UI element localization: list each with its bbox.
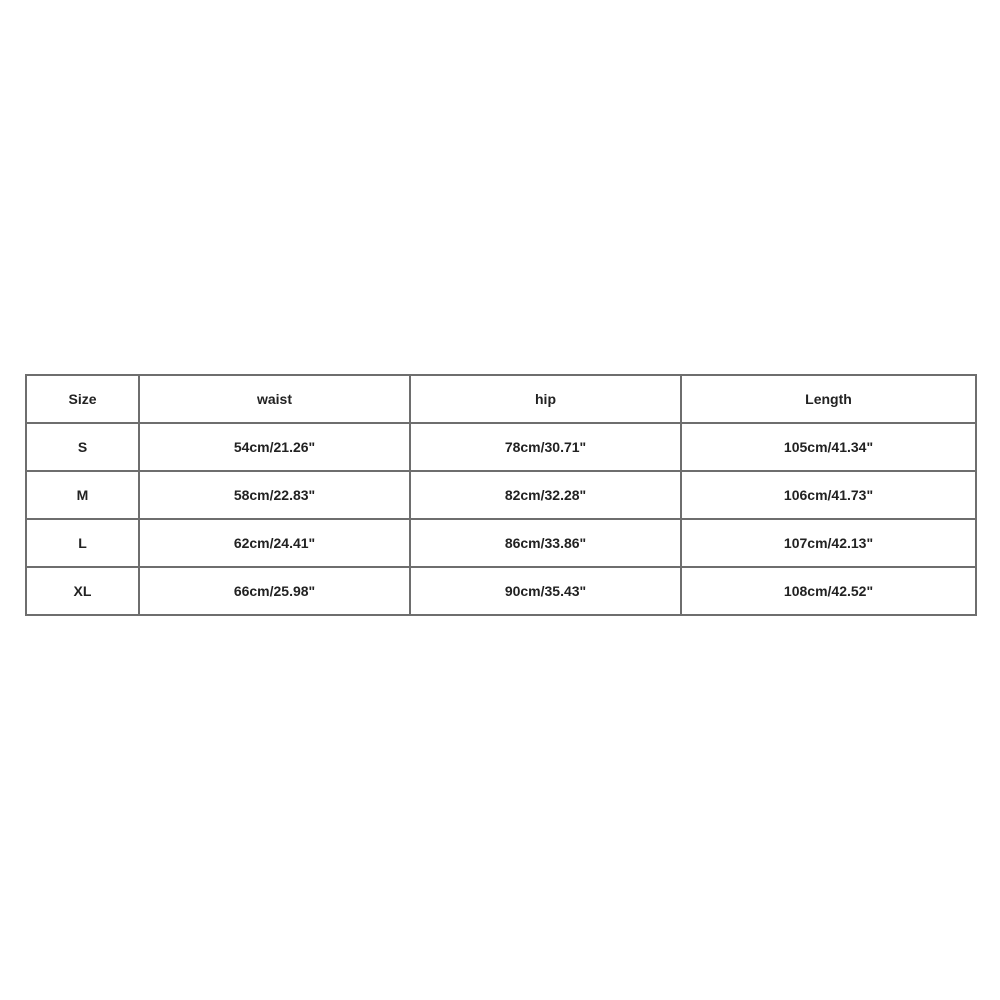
waist-cell: 54cm/21.26" (139, 423, 410, 471)
length-cell: 106cm/41.73" (681, 471, 976, 519)
table-row (26, 567, 976, 615)
hip-cell: 78cm/30.71" (410, 423, 681, 471)
header-cell-size: Size (26, 375, 139, 423)
size-cell: XL (26, 567, 139, 615)
size-cell: S (26, 423, 139, 471)
waist-cell: 66cm/25.98" (139, 567, 410, 615)
hip-cell: 82cm/32.28" (410, 471, 681, 519)
header-cell-length: Length (681, 375, 976, 423)
header-cell-hip: hip (410, 375, 681, 423)
table-row (26, 471, 976, 519)
hip-cell: 90cm/35.43" (410, 567, 681, 615)
waist-cell: 62cm/24.41" (139, 519, 410, 567)
length-cell: 108cm/42.52" (681, 567, 976, 615)
waist-cell: 58cm/22.83" (139, 471, 410, 519)
length-cell: 105cm/41.34" (681, 423, 976, 471)
header-cell-waist: waist (139, 375, 410, 423)
size-cell: L (26, 519, 139, 567)
length-cell: 107cm/42.13" (681, 519, 976, 567)
table-header-row (26, 375, 976, 423)
hip-cell: 86cm/33.86" (410, 519, 681, 567)
size-chart-table (25, 374, 977, 616)
table-row (26, 519, 976, 567)
size-cell: M (26, 471, 139, 519)
table-row (26, 423, 976, 471)
